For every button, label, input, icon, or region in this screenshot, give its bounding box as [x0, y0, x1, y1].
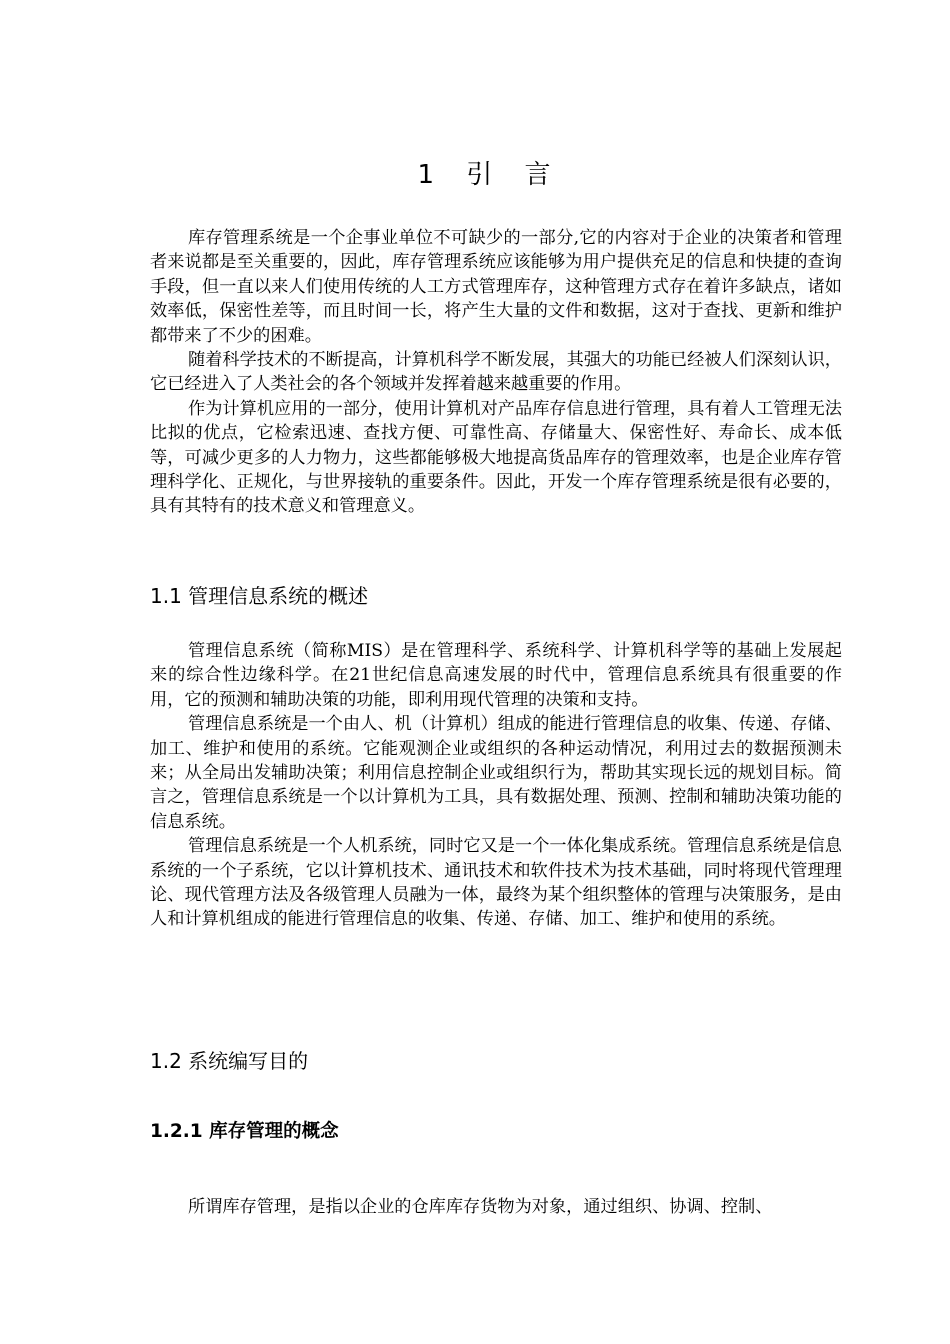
- section-1-1-paragraph-3: 管理信息系统是一个人机系统，同时它又是一个一体化集成系统。管理信息系统是信息系统的一个子系统，它以计算机技术、通讯技术和软件技术为技术基础，同时将现代管理理论、现代管理方法及各级管理人员融为一体，最终为某个组织整体的管理与决策服务，是由人和计算机组成的能进行管理信息的收集、传递、存储、加工、维护和使用的系统。: [150, 836, 842, 930]
- intro-paragraph-3: 作为计算机应用的一部分，使用计算机对产品库存信息进行管理，具有着人工管理无法比拟的优点，它检索迅速、查找方便、可靠性高、存储量大、保密性好、寿命长、成本低等，可减少更多的人力物力，这些都能够极大地提高货品库存的管理效率，也是企业库存管理科学化、正规化，与世界接轨的重要条件。因此，开发一个库存管理系统是很有必要的，具有其特有的技术意义和管理意义。: [150, 398, 842, 517]
- section-1-2-1-heading: 1.2.1 库存管理的概念: [150, 1121, 339, 1142]
- intro-section: [150, 226, 842, 519]
- section-1-1-body: [150, 639, 842, 932]
- intro-paragraph-1: 库存管理系统是一个企事业单位不可缺少的一部分,它的内容对于企业的决策者和管理者来说都是至关重要的，因此，库存管理系统应该能够为用户提供充足的信息和快捷的查询手段，但一直以来人们使用传统的人工方式管理库存，这种管理方式存在着许多缺点，诸如效率低，保密性差等，而且时间一长，将产生大量的文件和数据，这对于查找、更新和维护都带来了不少的困难。: [150, 228, 842, 346]
- section-1-1-paragraph-2: 管理信息系统是一个由人、机（计算机）组成的能进行管理信息的收集、传递、存储、加工、维护和使用的系统。它能观测企业或组织的各种运动情况，利用过去的数据预测未来；从全局出发辅助决策；利用信息控制企业或组织行为，帮助其实现长远的规划目标。简言之，管理信息系统是一个以计算机为工具，具有数据处理、预测、控制和辅助决策功能的信息系统。: [150, 714, 842, 832]
- section-1-1-heading: 1.1 管理信息系统的概述: [150, 584, 369, 608]
- section-1-1-paragraph-1: 管理信息系统（简称MIS）是在管理科学、系统科学、计算机科学等的基础上发展起来的综合性边缘科学。在21世纪信息高速发展的时代中，管理信息系统具有很重要的作用，它的预测和辅助决策的功能，即利用现代管理的决策和支持。: [150, 641, 842, 710]
- section-1-2-1-paragraph-1: 所谓库存管理，是指以企业的仓库库存货物为对象，通过组织、协调、控制、: [188, 1197, 773, 1217]
- chapter-title: 1 引 言: [417, 160, 563, 190]
- intro-paragraph-2: 随着科学技术的不断提高，计算机科学不断发展，其强大的功能已经被人们深刻认识，它已经进入了人类社会的各个领域并发挥着越来越重要的作用。: [150, 350, 842, 395]
- section-1-2-1-body: [150, 1195, 850, 1219]
- section-1-2-heading: 1.2 系统编写目的: [150, 1049, 309, 1073]
